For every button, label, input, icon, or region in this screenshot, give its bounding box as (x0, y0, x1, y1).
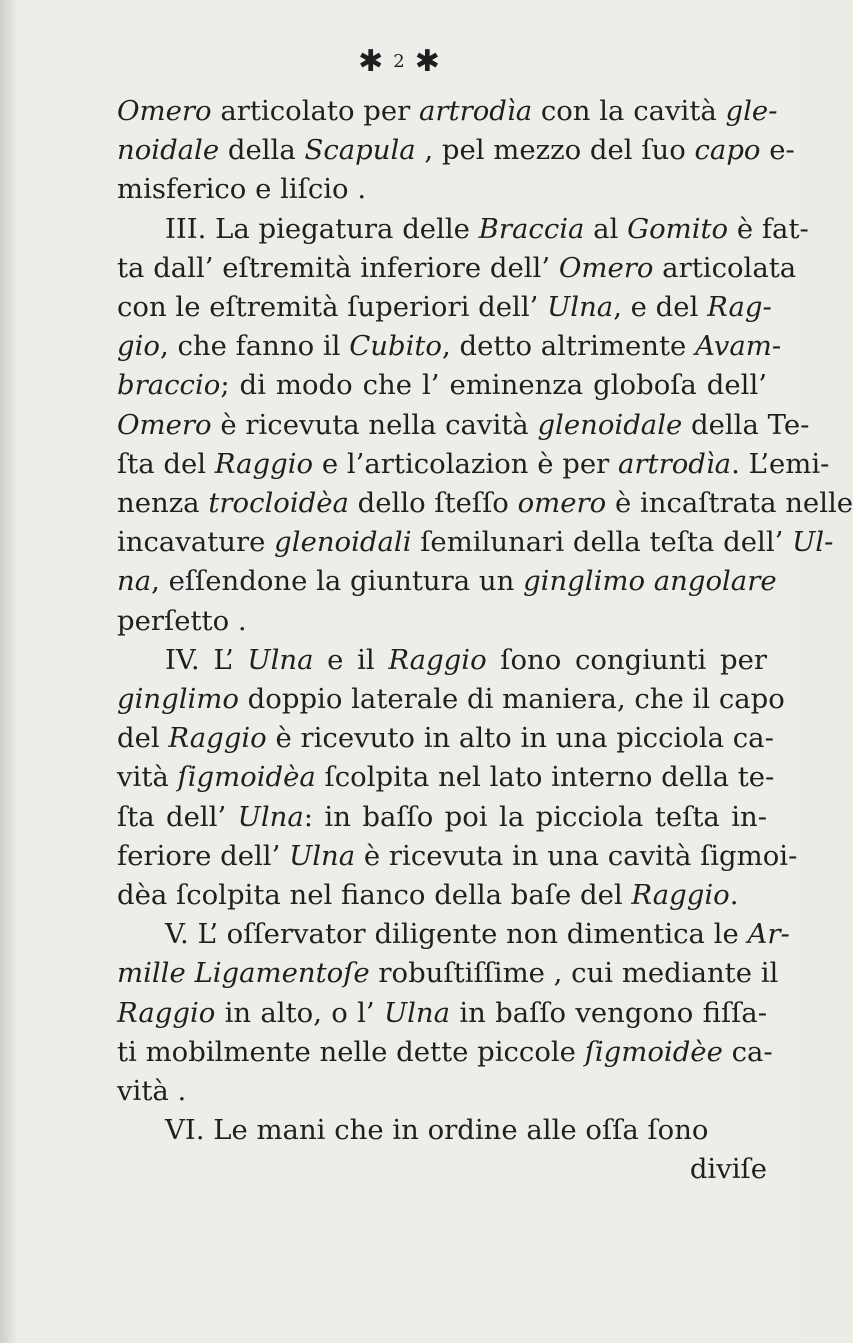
italic-term: Cubito (349, 330, 442, 363)
text-line (117, 327, 782, 366)
italic-term: Omero (558, 251, 654, 284)
text-run: è fat- (728, 212, 809, 245)
italic-term: Raggio (388, 643, 487, 676)
text-line (117, 406, 810, 445)
star-ornament-right-icon: ✱ (414, 44, 442, 79)
italic-term: Ulna (237, 800, 304, 833)
italic-term: gle- (725, 95, 778, 127)
text-run: della (219, 134, 305, 167)
page-gutter-shadow (0, 0, 18, 1343)
text-run: con la cavità (532, 95, 726, 127)
text-line (117, 92, 778, 131)
italic-term: Omero (117, 408, 212, 441)
italic-term: Raggio (631, 879, 730, 912)
text-line (117, 1072, 767, 1111)
text-run: III. La piegatura delle (165, 212, 479, 245)
text-line (117, 798, 767, 837)
text-line (117, 131, 795, 170)
text-run: , che fanno il (159, 330, 350, 363)
italic-term: noidale (117, 134, 220, 167)
text-line (117, 994, 767, 1033)
text-line (117, 602, 767, 641)
italic-term: Raggio (214, 447, 314, 480)
italic-term: artrodìa (419, 95, 533, 127)
italic-term: Ul- (792, 526, 834, 559)
text-run: vità (117, 761, 178, 794)
text-run: ſcolpita nel lato interno della te- (315, 761, 775, 794)
text-run: ta dall’ eſtremità inferiore dell’ (117, 251, 559, 284)
italic-term: Braccia (478, 212, 585, 245)
italic-term: ginglimo (117, 683, 239, 716)
text-line (117, 210, 809, 249)
text-run: , detto altrimente (441, 330, 696, 363)
italic-term: ſigmoidèe (584, 1035, 723, 1068)
text-run: del (117, 722, 169, 755)
italic-term: Omero (117, 95, 212, 127)
text-line (117, 288, 772, 327)
text-line (117, 758, 775, 797)
text-run: è ricevuto in alto in una picciola ca- (266, 722, 774, 755)
italic-term: gio (117, 330, 160, 363)
text-line (117, 562, 777, 601)
text-run: in baſſo vengono fiſſa- (450, 996, 767, 1029)
italic-term: capo (694, 134, 761, 167)
text-run: feriore dell’ (117, 839, 290, 872)
text-run: nenza (117, 487, 209, 520)
text-run: ti mobilmente nelle dette piccole (117, 1035, 585, 1068)
text-line (117, 837, 798, 876)
italic-term: Ulna (547, 291, 614, 324)
italic-term: Ulna (289, 839, 356, 872)
text-run: robuſtiſſime , cui mediante il (369, 957, 779, 990)
text-run: doppio laterale di maniera, che il capo (238, 683, 785, 716)
text-run: e il (313, 643, 389, 676)
italic-term: Raggio (117, 996, 216, 1029)
italic-term: trocloidèa (208, 487, 349, 520)
italic-term: braccio (117, 369, 221, 402)
italic-term: ſigmoidèa (177, 761, 316, 794)
text-line (117, 1150, 767, 1189)
text-line (117, 719, 774, 758)
italic-term: Avam- (695, 330, 782, 363)
text-run: : in baſſo poi la picciola teſta in- (303, 800, 767, 833)
text-run: dello ſteſſo (348, 487, 518, 520)
text-run: incavature (117, 526, 275, 559)
italic-term: Raggio (168, 722, 267, 755)
text-line (117, 641, 767, 680)
text-line (117, 523, 834, 562)
italic-term: ginglimo angolare (523, 565, 777, 598)
text-run: e- (760, 134, 795, 167)
text-run: in alto, o l’ (215, 996, 384, 1029)
text-run: con le eſtremità ſuperiori dell’ (117, 291, 548, 324)
text-line (117, 366, 767, 405)
text-run: V. L’ oſſervator diligente non dimentica le (165, 918, 748, 951)
italic-term: Ulna (247, 643, 314, 676)
text-run: dèa ſcolpita nel fianco della baſe del (117, 879, 632, 912)
italic-term: Scapula (304, 134, 416, 167)
text-run: , pel mezzo del ſuo (415, 134, 695, 167)
text-run: ca- (722, 1035, 773, 1068)
text-line (117, 445, 830, 484)
text-run: IV. L’ (165, 643, 248, 676)
italic-term: glenoidali (274, 526, 412, 559)
italic-term: artrodìa (617, 447, 732, 480)
page-number: 2 (393, 51, 407, 72)
text-run: . L’emi- (731, 447, 830, 480)
italic-term: Ar- (747, 918, 790, 951)
text-run: perſetto . (117, 604, 247, 637)
italic-term: Gomito (627, 212, 729, 245)
text-line (117, 1111, 767, 1150)
text-run: ſemilunari della teſta dell’ (411, 526, 793, 559)
text-line (117, 915, 790, 954)
text-line (117, 680, 785, 719)
text-run: , eſſendone la giuntura un (151, 565, 524, 598)
text-run: articolata (653, 251, 797, 284)
text-run: vità . (117, 1075, 187, 1108)
page-header (0, 44, 800, 79)
text-line (117, 170, 767, 209)
italic-term: mille Ligamentoſe (117, 957, 370, 990)
text-line (117, 484, 853, 523)
italic-term: Rag- (707, 291, 772, 324)
text-run: ſta dell’ (117, 800, 238, 833)
text-run: ; di modo che l’ eminenza globoſa dell’ (220, 369, 767, 402)
italic-term: omero (517, 487, 607, 520)
text-run: diviſe (689, 1153, 767, 1186)
text-run: e l’articolazion è per (313, 447, 618, 480)
text-line (117, 249, 797, 288)
text-line (117, 954, 779, 993)
text-line (117, 876, 767, 915)
text-run: è incaſtrata nelle (606, 487, 853, 520)
text-run: articolato per (211, 95, 420, 127)
text-run: al (584, 212, 628, 245)
text-line (117, 1033, 773, 1072)
text-run: misferico e liſcio . (117, 173, 367, 206)
text-run: . (729, 879, 739, 912)
page-body-text (117, 92, 853, 1190)
text-run: ſono congiunti per (486, 643, 767, 676)
text-run: , e del (613, 291, 708, 324)
text-run: della Te- (682, 408, 810, 441)
star-ornament-left-icon: ✱ (358, 44, 386, 79)
italic-term: Ulna (383, 996, 451, 1029)
italic-term: na (117, 565, 152, 598)
text-run: VI. Le mani che in ordine alle oſſa ſono (165, 1114, 709, 1147)
text-run: è ricevuta in una cavità ſigmoi- (355, 839, 798, 872)
italic-term: glenoidale (537, 408, 683, 441)
text-run: ſta del (117, 447, 215, 480)
text-run: è ricevuta nella cavità (211, 408, 538, 441)
